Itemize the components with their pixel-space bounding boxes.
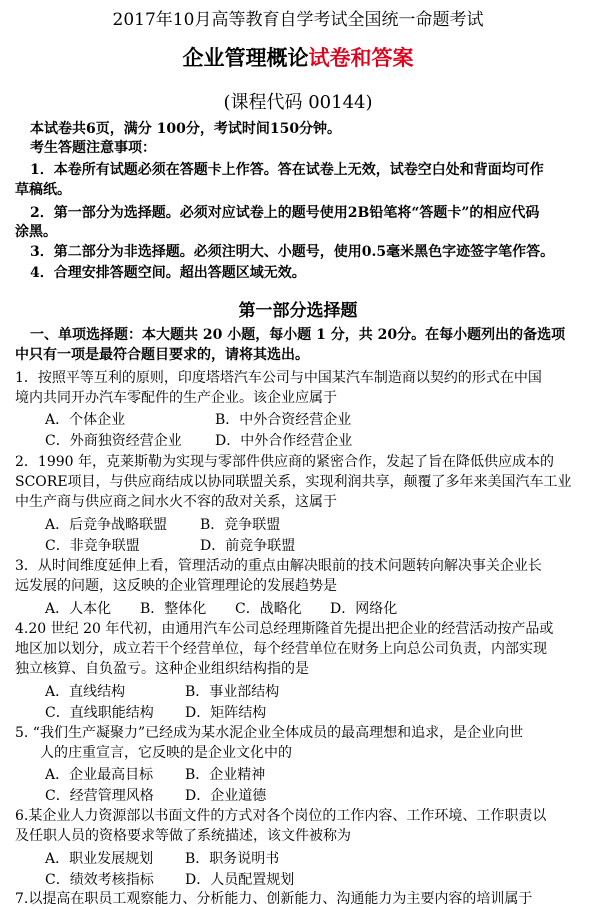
question-3-option-d: D．网络化 xyxy=(330,601,398,617)
question-2-option-a: A．后竞争战略联盟 xyxy=(45,517,168,533)
course-code: (课程代码 00144) xyxy=(223,92,373,113)
question-2-option-c: C．非竞争联盟 xyxy=(45,538,140,554)
question-2-line-3: 中生产商与供应商之间水火不容的敌对关系，这属于 xyxy=(15,494,337,510)
question-2-option-d: D．前竞争联盟 xyxy=(200,538,296,554)
question-5-line-1: 5. “我们生产凝聚力”已经成为某水泥企业全体成员的最高理想和追求，是企业向世 xyxy=(15,725,524,741)
question-6-line-1: 6.某企业人力资源部以书面文件的方式对各个岗位的工作内容、工作环境、工作职责以 xyxy=(15,808,547,824)
question-4-option-b: B．事业部结构 xyxy=(185,684,280,700)
section-1-instructions-line-1: 一、单项选择题：本大题共 20 小题，每小题 1 分，共 20分。在每小题列出的备选项 xyxy=(30,327,566,343)
question-5-option-d: D．企业道德 xyxy=(185,788,267,804)
question-1-option-d: D．中外合作经营企业 xyxy=(215,433,353,449)
exam-title: 2017年10月高等教育自学考试全国统一命题考试 xyxy=(112,10,484,30)
note-1-line-2: 草稿纸。 xyxy=(15,182,71,198)
part-1-title: 第一部分选择题 xyxy=(238,301,358,321)
question-2-line-2: SCORE项目，与供应商结成以协同联盟关系，实现利润共享，颠覆了多年来美国汽车工业 xyxy=(15,474,572,490)
paper-title-subject: 企业管理概论 xyxy=(182,45,309,70)
question-1-option-c: C．外商独资经营企业 xyxy=(45,433,182,449)
question-4-option-d: D．矩阵结构 xyxy=(185,705,267,721)
question-3-line-1: 3．从时间维度延伸上看，管理活动的重点由解决眼前的技术问题转向解决事关企业长 xyxy=(15,558,542,574)
question-4-line-1: 4.20 世纪 20 年代初，由通用汽车公司总经理斯隆首先提出把企业的经营活动按产品或 xyxy=(15,621,554,637)
question-1-line-1: 1．按照平等互利的原则，印度塔塔汽车公司与中国某汽车制造商以契约的形式在中国 xyxy=(15,370,542,386)
question-3-line-2: 远发展的问题，这反映的企业管理理论的发展趋势是 xyxy=(15,578,337,594)
question-6-option-c: C．绩效考核指标 xyxy=(45,872,154,888)
note-1-line-1: 1．本卷所有试题必须在答题卡上作答。答在试卷上无效，试卷空白处和背面均可作 xyxy=(30,162,544,178)
question-3-option-a: A．人本化 xyxy=(45,601,112,617)
note-3: 3．第二部分为非选择题。必须注明大、小题号，使用0.5毫米黑色字迹签字笔作答。 xyxy=(30,244,555,260)
question-1-line-2: 境内共同开办汽车零配件的生产企业。该企业应属于 xyxy=(15,390,337,406)
question-4-option-a: A．直线结构 xyxy=(45,684,126,700)
question-4-line-3: 独立核算、自负盈亏。这种企业组织结构指的是 xyxy=(15,661,309,677)
notes-heading: 考生答题注意事项： xyxy=(30,140,156,156)
question-1-option-a: A．个体企业 xyxy=(45,412,126,428)
question-3-option-b: B．整体化 xyxy=(140,601,207,617)
note-2-line-2: 涂黑。 xyxy=(15,224,57,240)
question-7-line-1: 7.以提高在职员工观察能力、分析能力、创新能力、沟通能力为主要内容的培训属于 xyxy=(15,891,533,907)
question-5-option-b: B．企业精神 xyxy=(185,767,266,783)
note-2-line-1: 2．第一部分为选择题。必须对应试卷上的题号使用2B铅笔将“答题卡”的相应代码 xyxy=(30,205,540,221)
question-1-option-b: B．中外合资经营企业 xyxy=(215,412,352,428)
question-5-option-c: C．经营管理风格 xyxy=(45,788,154,804)
question-6-option-d: D．人员配置规划 xyxy=(185,872,295,888)
question-6-option-b: B．职务说明书 xyxy=(185,851,280,867)
question-4-line-2: 地区加以划分，成立若干个经营单位，每个经营单位在财务上向总公司负责，内部实现 xyxy=(15,641,547,657)
section-1-instructions-line-2: 中只有一项是最符合题目要求的，请将其选出。 xyxy=(15,347,309,363)
question-5-line-2: 人的庄重宣言，它反映的是企业文化中的 xyxy=(40,745,292,761)
paper-title xyxy=(0,42,596,72)
question-2-option-b: B．竞争联盟 xyxy=(200,517,281,533)
question-5-option-a: A．企业最高目标 xyxy=(45,767,154,783)
note-4: 4．合理安排答题空间。超出答题区域无效。 xyxy=(30,265,306,281)
question-4-option-c: C．直线职能结构 xyxy=(45,705,154,721)
question-6-option-a: A．职业发展规划 xyxy=(45,851,154,867)
paper-title-suffix: 试卷和答案 xyxy=(308,45,414,70)
intro-text: 本试卷共6页，满分 100分，考试时间150分钟。 xyxy=(30,121,342,137)
question-6-line-2: 及任职人员的资格要求等做了系统描述，该文件被称为 xyxy=(15,828,351,844)
question-2-line-1: 2．1990 年，克莱斯勒为实现与零部件供应商的紧密合作，发起了旨在降低供应成本的 xyxy=(15,454,554,470)
question-3-option-c: C．战略化 xyxy=(235,601,302,617)
